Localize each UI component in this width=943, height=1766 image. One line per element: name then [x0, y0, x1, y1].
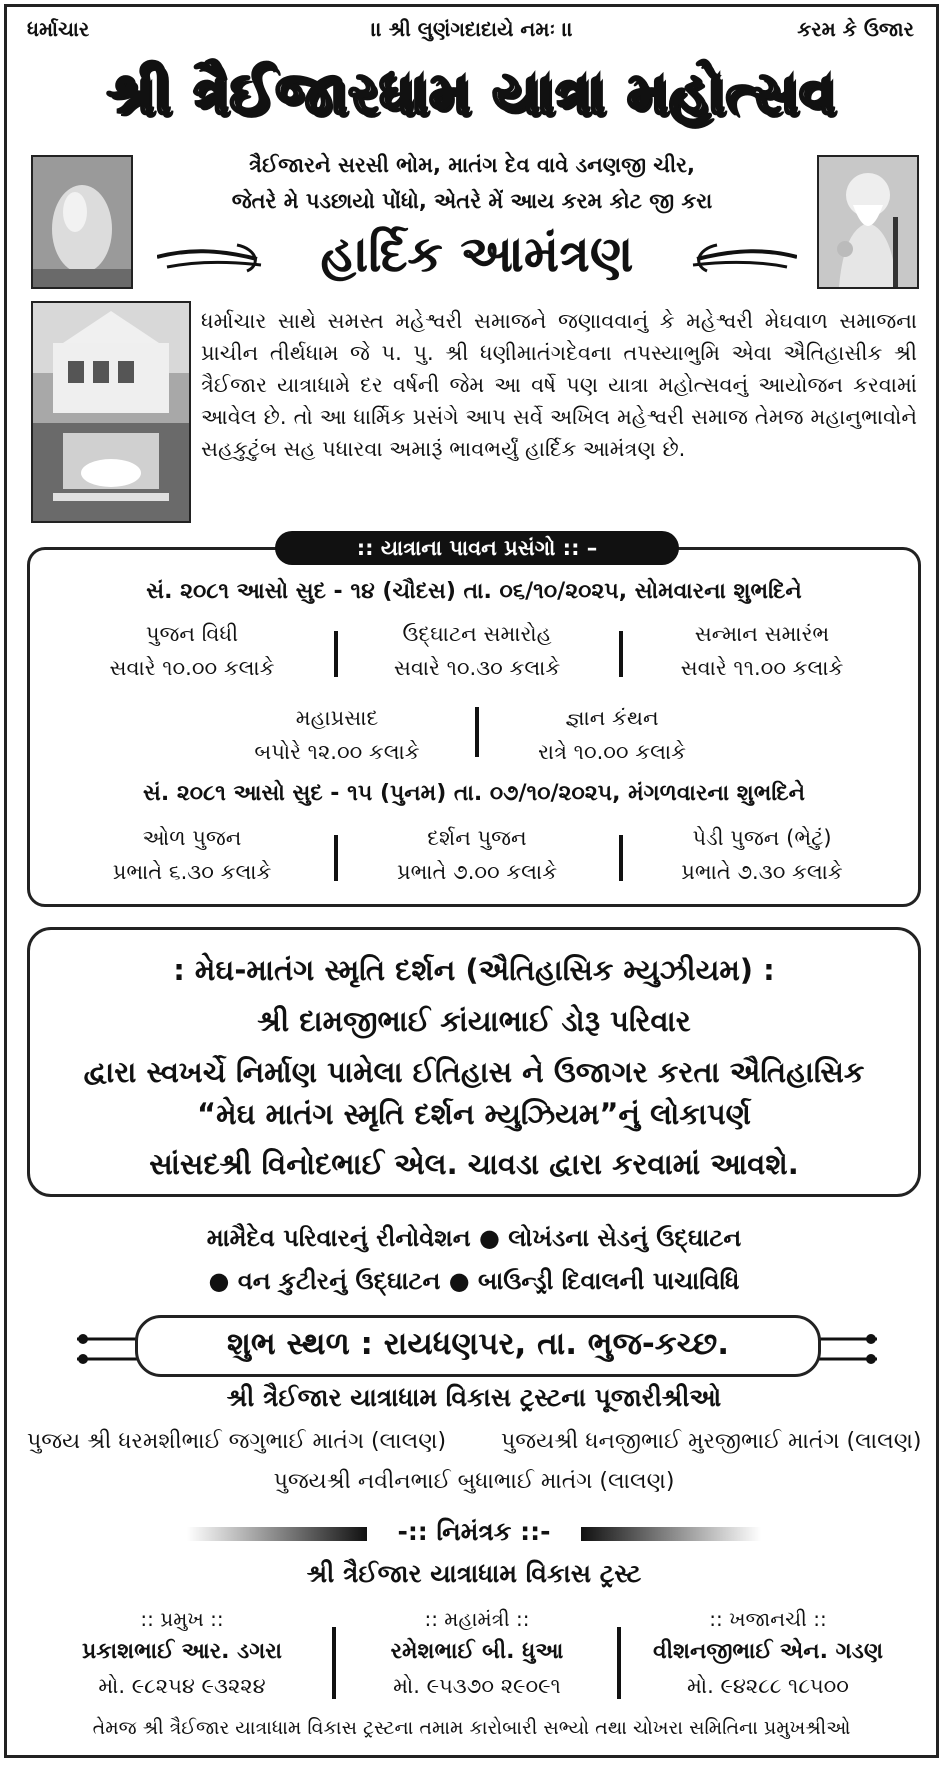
event-time: સવારે ૧૦.૦૦ કલાકે — [109, 656, 275, 680]
program-heading: :: યાત્રાના પાવન પ્રસંગો :: – — [275, 531, 679, 565]
divider — [475, 707, 479, 757]
priest-2: પુજયશ્રી ધનજીભાઈ મુરજીભાઈ માતંગ (લાલણ) — [501, 1429, 922, 1454]
officer-name: વીશનજીભાઈ એન. ગડણ — [652, 1639, 883, 1664]
footer-text: તેમજ શ્રી ત્રૈઈજાર યાત્રાધામ વિકાસ ટ્રસ્ટના તમામ કારોબારી સભ્યો તથા ચોખરા સમિતિના પ્રમુખશ્રીઓ — [92, 1717, 851, 1739]
officer-phone: મો. ૯૫૩૭૦ ૨૯૦૯૧ — [393, 1674, 561, 1698]
priest-3: પુજયશ્રી નવીનભાઈ બુધાભાઈ માતંગ (લાલણ) — [273, 1469, 675, 1494]
event-felicitation — [637, 617, 887, 685]
main-title: શ્રી ત્રૈઈજારધામ યાત્રા મહોત્સવ — [106, 59, 837, 127]
event-time: પ્રભાતે ૬.૩૦ કલાકે — [112, 860, 272, 884]
event-puja — [67, 617, 317, 685]
sacred-stone-photo — [31, 155, 133, 289]
event-name: ઓળ પુજન — [142, 826, 242, 850]
divider — [332, 1627, 336, 1699]
inviter-trust-name: શ્રી ત્રૈઈજાર યાત્રાધામ વિકાસ ટ્રસ્ટ — [306, 1559, 642, 1588]
inviter-label: -:: નિમંત્રક ::- — [397, 1517, 551, 1546]
museum-line-3: દ્વારા સ્વખર્ચે નિર્માણ પામેલા ઈતિહાસ ને ઉજાગર કરતા ઐતિહાસિક — [83, 1055, 865, 1089]
venue-label: શુભ સ્થળ : રાયધણપર, તા. ભુજ-કચ્છ. — [135, 1315, 821, 1377]
event-name: ઉદ્‌ઘાટન સમારોહ — [402, 622, 552, 646]
header-right-text: કરમ કે ઉજાર — [797, 17, 914, 41]
event-time: બપોરે ૧૨.૦૦ કલાકે — [254, 740, 420, 764]
event-darshan-puja — [352, 821, 602, 889]
intro-paragraph: ધર્માચાર સાથે સમસ્ત મહેશ્વરી સમાજને જણાવવાનું કે મહેશ્વરી મેઘવાળ સમાજના પ્રાચીન તીર્થધામ જે પ. પુ. શ્રી ધણીમાતંગદેવના તપસ્યાભુમિ એવા ઐતિહાસીક શ્રી ત્રૈઈજાર યાત્રાધામે દર વર્ષની જેમ આ વર્ષે પણ યાત્રા મહોત્સવનું આયોજન કરવામાં આવેલ છે. તો આ ધાર્મિક પ્રસંગે આપ સર્વે અખિલ મહેશ્વરી સમાજ તેમજ મહાનુભાવોને સહકુટુંબ સહ પધારવા અમારૂં ભાવભર્યું હાર્દિક આમંત્રણ છે. — [201, 309, 917, 461]
event-name: પેડી પુજન (ભેટું) — [692, 826, 832, 850]
left-ornament — [157, 235, 267, 285]
event-time: પ્રભાતે ૭.૦૦ કલાકે — [396, 860, 558, 884]
event-name: મહાપ્રસાદ — [295, 706, 379, 730]
event-time: સવારે ૧૧.૦૦ કલાકે — [680, 656, 844, 680]
officer-phone: મો. ૯૮૨૫૪ ૯૩૨૨૪ — [98, 1674, 266, 1698]
museum-line-2: શ્રી દામજીભાઈ કાંયાભાઈ ડોરૂ પરિવાર — [257, 1004, 691, 1038]
event-name: પુજન વિધી — [145, 622, 239, 646]
event-ol-puja — [67, 821, 317, 889]
event-time: રાત્રે ૧૦.૦૦ કલાકે — [538, 740, 686, 764]
saint-portrait-photo — [817, 155, 919, 289]
verse-line-1: ત્રૈઈજારને સરસી ભોમ, માતંગ દેવ વાવે ડનણજી ચીર, — [249, 153, 695, 177]
officer-treasurer — [623, 1607, 913, 1699]
divider — [334, 835, 338, 881]
header-left-text: ધર્માચાર — [27, 17, 90, 41]
priest-1: પુજય શ્રી ધરમશીભાઈ જગુભાઈ માતંગ (લાલણ) — [27, 1429, 447, 1454]
event-name: દર્શન પુજન — [427, 826, 527, 850]
invitation-page — [4, 4, 939, 1758]
header-center-text: ।। શ્રી લુણંગદાદાયે નમઃ ।। — [371, 17, 573, 41]
works-line-1: મામૈદેવ પરિવારનું રીનોવેશન ● લોખંડના સેડનું ઉદ્‌ઘાટન — [206, 1224, 742, 1252]
day2-date: સં. ૨૦૮૧ આસો સુદ - ૧૫ (પુનમ) તા. ૦૭/૧૦/૨૦૨૫, મંગળવારના શુભદિને — [143, 781, 805, 806]
event-name: જ્ઞાન કંથન — [565, 706, 659, 730]
officer-name: રમેશભાઈ બી. ધુઆ — [390, 1639, 564, 1664]
invitation-title: હાર્દિક આમંત્રણ — [320, 225, 634, 283]
officer-role: :: ખજાનચી :: — [709, 1607, 827, 1631]
event-time: સવારે ૧૦.૩૦ કલાકે — [393, 656, 561, 680]
priests-heading: શ્રી ત્રૈઈજાર યાત્રાધામ વિકાસ ટ્રસ્ટના પૂજારીશ્રીઓ — [226, 1383, 722, 1412]
temple-photo — [31, 301, 191, 523]
day1-date: સં. ૨૦૮૧ આસો સુદ - ૧૪ (ચૌદસ) તા. ૦૬/૧૦/૨૦૨૫, સોમવારના શુભદિને — [146, 579, 802, 604]
officer-secretary — [337, 1607, 617, 1699]
event-name: સન્માન સમારંભ — [694, 622, 830, 646]
officer-role: :: મહામંત્રી :: — [424, 1607, 530, 1631]
officer-name: પ્રકાશભાઈ આર. ડગરા — [81, 1639, 283, 1664]
inviter-left-bar — [187, 1527, 367, 1541]
divider — [617, 1627, 621, 1699]
officer-president — [37, 1607, 327, 1699]
event-inauguration — [352, 617, 602, 685]
museum-line-1: : મેઘ-માતંગ સ્મૃતિ દર્શન (ઐતિહાસિક મ્યુઝીયમ) : — [173, 953, 775, 987]
verse-line-2: જેતરે મે પડછાયો પોંધો, એતરે મેં આય કરમ કોટ જી કરા — [231, 189, 713, 213]
works-line-2: ● વન કુટીરનું ઉદ્‌ઘાટન ● બાઉન્ડ્રી દિવાલની પાચાવિધિ — [208, 1267, 740, 1295]
event-time: પ્રભાતે ૭.૩૦ કલાકે — [681, 860, 843, 884]
divider — [619, 631, 623, 677]
officer-phone: મો. ૯૪૨૮૮ ૧૮૫૦૦ — [687, 1674, 849, 1698]
event-gyan-kathan — [487, 701, 737, 769]
museum-line-5: સાંસદશ્રી વિનોદભાઈ એલ. ચાવડા દ્વારા કરવામાં આવશે. — [149, 1147, 799, 1181]
right-ornament — [687, 235, 797, 285]
officer-role: :: પ્રમુખ :: — [140, 1607, 224, 1631]
inviter-right-bar — [581, 1527, 761, 1541]
event-mahaprasad — [212, 701, 462, 769]
divider — [619, 835, 623, 881]
divider — [334, 631, 338, 677]
event-pedi-puja — [637, 821, 887, 889]
museum-line-4: “મેઘ માતંગ સ્મૃતિ દર્શન મ્યુઝિયમ”નું લોકાપર્ણ — [197, 1097, 751, 1131]
